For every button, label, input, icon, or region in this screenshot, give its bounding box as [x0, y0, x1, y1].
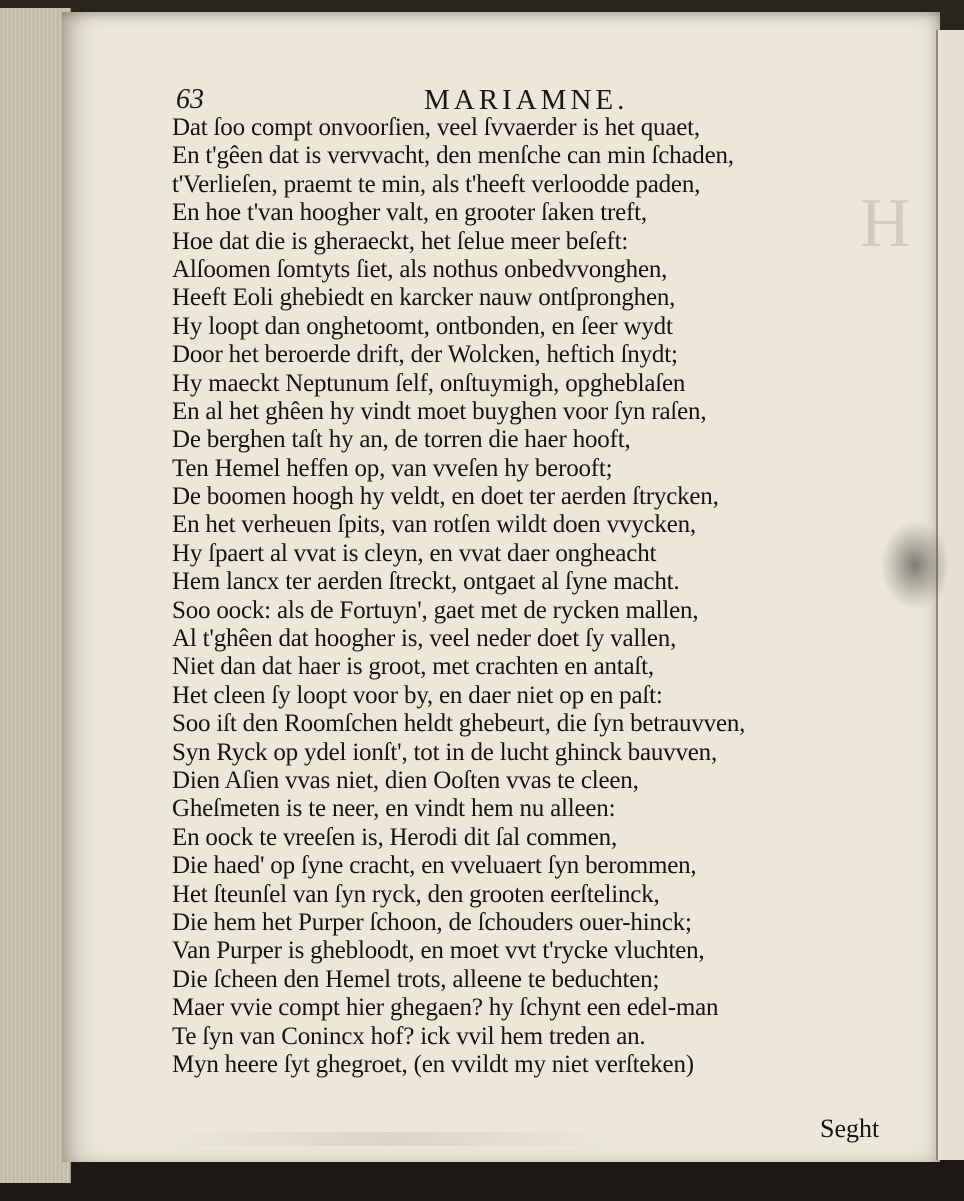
catchword: Seght	[820, 1114, 880, 1143]
verse-line: Die haed' op ſyne cracht, en vveluaert ſyn berommen,	[172, 852, 697, 880]
verse-line: De berghen taſt hy an, de torren die haer hooft,	[172, 426, 631, 454]
show-through-letter: H	[860, 185, 911, 262]
verse-line: Heeft Eoli ghebiedt en karcker nauw ontſpronghen,	[172, 284, 676, 312]
verse-line: Dat ſoo compt onvoorſien, veel ſvvaerder is het quaet,	[172, 114, 700, 141]
verse-line: Maer vvie compt hier ghegaen? hy ſchynt een edel-man	[172, 994, 719, 1022]
verse-line: Hy loopt dan onghetoomt, ontbonden, en ſeer wydt	[172, 312, 673, 340]
verse-line: En oock te vreeſen is, Herodi dit ſal commen,	[172, 823, 618, 851]
verse-line: Het ſteunſel van ſyn ryck, den grooten eerſtelinck,	[172, 880, 660, 908]
verse-line: En t'gêen dat is vervvacht, den menſche can min ſchaden,	[172, 142, 734, 170]
running-title: MARIAMNE.	[424, 84, 629, 116]
book-fore-edge	[0, 8, 71, 1183]
verse-line: Soo iſt den Roomſchen heldt ghebeurt, die ſyn betrauvven,	[172, 710, 746, 738]
verse-line: En al het ghêen hy vindt moet buyghen voor ſyn raſen,	[172, 397, 707, 425]
verse-line: Soo oock: als de Fortuyn', gaet met de rycken mallen,	[172, 596, 699, 624]
verse-line: Hoe dat die is gheraeckt, het ſelue meer beſeft:	[172, 227, 629, 255]
poem-text	[172, 114, 892, 1079]
verse-line: Door het beroerde drift, der Wolcken, heftich ſnydt;	[172, 341, 678, 369]
verse-line: Die hem het Purper ſchoon, de ſchouders ouer-hinck;	[172, 908, 692, 936]
verse-line: Gheſmeten is te neer, en vindt hem nu alleen:	[172, 795, 616, 823]
verse-line: Myn heere ſyt ghegroet, (en vvildt my niet verſteken)	[172, 1050, 694, 1078]
verse-line: Dien Aſien vvas niet, dien Ooſten vvas te cleen,	[172, 766, 639, 794]
verse-line: Syn Ryck op ydel ionſt', tot in de lucht ghinck bauvven,	[172, 738, 718, 766]
verse-line: Die ſcheen den Hemel trots, alleene te beduchten;	[172, 965, 660, 993]
verse-line: En het verheuen ſpits, van rotſen wildt doen vvycken,	[172, 511, 696, 539]
verse-line: Alſoomen ſomtyts ſiet, als nothus onbedvvonghen,	[172, 255, 668, 283]
verse-line: Het cleen ſy loopt voor by, en daer niet op en paſt:	[172, 681, 663, 709]
verse-line: Niet dan dat haer is groot, met crachten en antaſt,	[172, 653, 654, 681]
page-number: 63	[176, 84, 204, 115]
verse-line: Hem lancx ter aerden ſtreckt, ontgaet al ſyne macht.	[172, 568, 680, 596]
verse-line: Ten Hemel heffen op, van vveſen hy berooft;	[172, 454, 613, 482]
verse-line: t'Verlieſen, praemt te min, als t'heeft verloodde paden,	[172, 170, 701, 198]
verse-line: Hy maeckt Neptunum ſelf, onſtuymigh, opgheblaſen	[172, 369, 686, 397]
verse-line: De boomen hoogh hy veldt, en doet ter aerden ſtrycken,	[172, 483, 719, 511]
verse-line: Van Purper is ghebloodt, en moet vvt t'rycke vluchten,	[172, 937, 705, 965]
page-smudge	[170, 1132, 610, 1146]
verse-line: Al t'ghêen dat hoogher is, veel neder doet ſy vallen,	[172, 625, 677, 653]
verse-line: Te ſyn van Conincx hof? ick vvil hem treden an.	[172, 1022, 646, 1050]
verse-line: Hy ſpaert al vvat is cleyn, en vvat daer ongheacht	[172, 539, 657, 567]
verse-line: En hoe t'van hoogher valt, en grooter ſaken treft,	[172, 199, 647, 227]
